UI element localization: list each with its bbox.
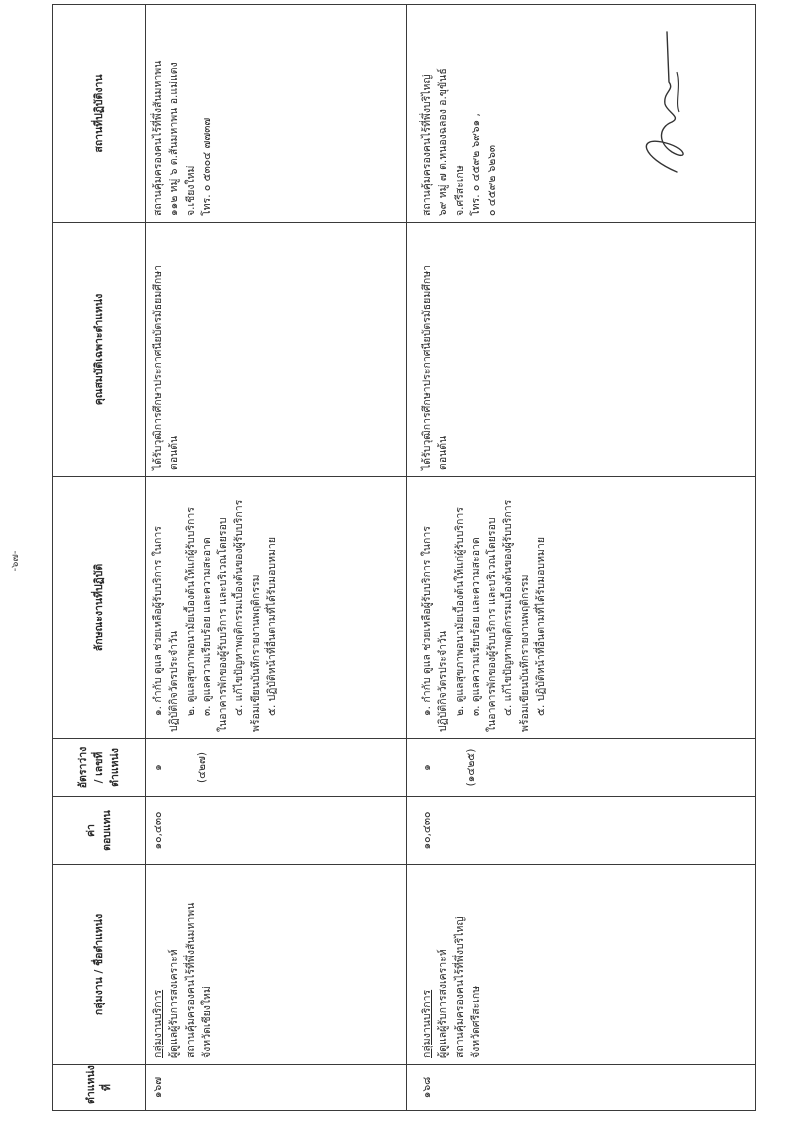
cell-rate-no xyxy=(146,739,407,797)
cell-rate-no xyxy=(407,739,756,797)
duty-line: ๒. ดูแลสุขภาพอนามัยเบื้องต้นให้แก่ผู้รับบริการ xyxy=(184,507,197,716)
duty-line: ๒. ดูแลสุขภาพอนามัยเบื้องต้นให้แก่ผู้รับบริการ xyxy=(453,507,466,716)
workplace-line: ๖๙ หมู่ ๗ ต.หนองฉลอง อ.ขุขันธ์ xyxy=(437,68,450,216)
handwritten-signature xyxy=(617,22,707,182)
duty-line: ปฏิบัติกิจวัตรประจำวัน xyxy=(168,630,181,732)
page-number: -๖๗- xyxy=(10,550,21,572)
workplace-line: สถานคุ้มครองคนไร้ที่พึ่งสันมหาพน xyxy=(152,60,164,216)
table-header-row xyxy=(53,5,146,1111)
cell-salary: ๑๐,๔๓๐ xyxy=(407,797,756,865)
qualification-line: ได้รับวุฒิการศึกษาประกาศนียบัตรมัธยมศึกษา xyxy=(421,264,433,470)
rate-count: ๑ xyxy=(421,764,433,771)
duty-line: ๔. แก้ไขปัญหาพฤติกรรมเบื้องต้นของผู้รับบริการ xyxy=(502,499,515,716)
qualification-line: ตอนต้น xyxy=(437,435,450,470)
cell-duties xyxy=(146,477,407,739)
province-name: จังหวัดศรีสะเกษ xyxy=(469,985,482,1058)
group-name: กลุ่มงานบริการ xyxy=(152,989,164,1058)
cell-duties xyxy=(407,477,756,739)
province-name: จังหวัดเชียงใหม่ xyxy=(200,986,213,1058)
duty-line: พร้อมเขียนบันทึกรายงานพฤติกรรม xyxy=(249,574,262,732)
unit-name: สถานคุ้มครองคนไร้ที่พึ่งสันมหาพน xyxy=(184,902,197,1058)
rate-count: ๑ xyxy=(152,764,164,771)
cell-salary: ๑๐,๔๓๐ xyxy=(146,797,407,865)
workplace-line: จ.เชียงใหม่ xyxy=(184,165,197,216)
unit-name: สถานคุ้มครองคนไร้ที่พึ่งบริไหญ่ xyxy=(453,916,466,1058)
workplace-line: จ.ศรีสะเกษ xyxy=(453,165,466,216)
cell-qualification xyxy=(407,223,756,477)
rate-number: (๑๔๒๕) xyxy=(465,748,478,787)
workplace-line: โทร. ๐ ๕๓๐๔ ๗๗๓๗ xyxy=(200,117,213,216)
header-workplace: สถานที่ปฏิบัติงาน xyxy=(53,5,146,223)
duty-line: ๑. กำกับ ดูแล ช่วยเหลือผู้รับบริการ ในการ xyxy=(421,526,433,716)
duty-line: ในอาคารพักของผู้รับบริการ และบริเวณโดยรอบ xyxy=(217,517,230,732)
workplace-line: ๑๑๒ หมู่ ๖ ต.สันมหาพน อ.แม่แตง xyxy=(168,62,181,216)
header-qualification: คุณสมบัติเฉพาะตำแหน่ง xyxy=(53,223,146,477)
header-position-no: ตำแหน่ง ที่ xyxy=(53,1065,146,1111)
qualification-line: ตอนต้น xyxy=(168,435,181,470)
header-duties: ลักษณะงานที่ปฏิบัติ xyxy=(53,477,146,739)
table-row xyxy=(146,5,407,1111)
cell-workplace xyxy=(407,5,756,223)
position-title: ผู้ดูแลผู้รับการสงเคราะห์ xyxy=(168,949,181,1058)
duty-line: ๓. ดูแลความเรียบร้อย และความสะอาด xyxy=(200,537,213,716)
cell-position-no: ๑๖๘ xyxy=(407,1065,756,1111)
position-table xyxy=(52,4,756,1111)
duty-line: ปฏิบัติกิจวัตรประจำวัน xyxy=(437,630,450,732)
cell-group-title xyxy=(407,865,756,1065)
duty-line: ๕. ปฏิบัติหน้าที่อื่นตามที่ได้รับมอบหมาย xyxy=(265,537,278,716)
duty-line: ๓. ดูแลความเรียบร้อย และความสะอาด xyxy=(469,537,482,716)
header-group-title: กลุ่มงาน / ชื่อตำแหน่ง xyxy=(53,865,146,1065)
cell-position-no: ๑๖๗ xyxy=(146,1065,407,1111)
duty-line: พร้อมเขียนบันทึกรายงานพฤติกรรม xyxy=(518,574,531,732)
duty-line: ๔. แก้ไขปัญหาพฤติกรรมเบื้องต้นของผู้รับบริการ xyxy=(233,499,246,716)
duty-line: ๑. กำกับ ดูแล ช่วยเหลือผู้รับบริการ ในการ xyxy=(152,526,164,716)
qualification-line: ได้รับวุฒิการศึกษาประกาศนียบัตรมัธยมศึกษา xyxy=(152,264,164,470)
workplace-line: ๐ ๔๕๙๒ ๖๒๖๓ xyxy=(486,144,499,216)
cell-workplace xyxy=(146,5,407,223)
cell-group-title xyxy=(146,865,407,1065)
table-row xyxy=(407,5,756,1111)
workplace-line: สถานคุ้มครองคนไร้ที่พึ่งบริไหญ่ xyxy=(421,74,433,216)
duty-line: ในอาคารพักของผู้รับบริการ และบริเวณโดยรอบ xyxy=(486,517,499,732)
group-name: กลุ่มงานบริการ xyxy=(421,989,433,1058)
cell-qualification xyxy=(146,223,407,477)
header-rate-no: อัตราว่าง / เลขที่ ตำแหน่ง xyxy=(53,739,146,797)
header-salary: ค่า ตอบแทน xyxy=(53,797,146,865)
position-title: ผู้ดูแลผู้รับการสงเคราะห์ xyxy=(437,949,450,1058)
workplace-line: โทร. ๐ ๔๕๙๒ ๖๙๖๑ , xyxy=(469,113,482,216)
rate-number: (๔๒๗) xyxy=(196,752,209,783)
duty-line: ๕. ปฏิบัติหน้าที่อื่นตามที่ได้รับมอบหมาย xyxy=(534,537,547,716)
